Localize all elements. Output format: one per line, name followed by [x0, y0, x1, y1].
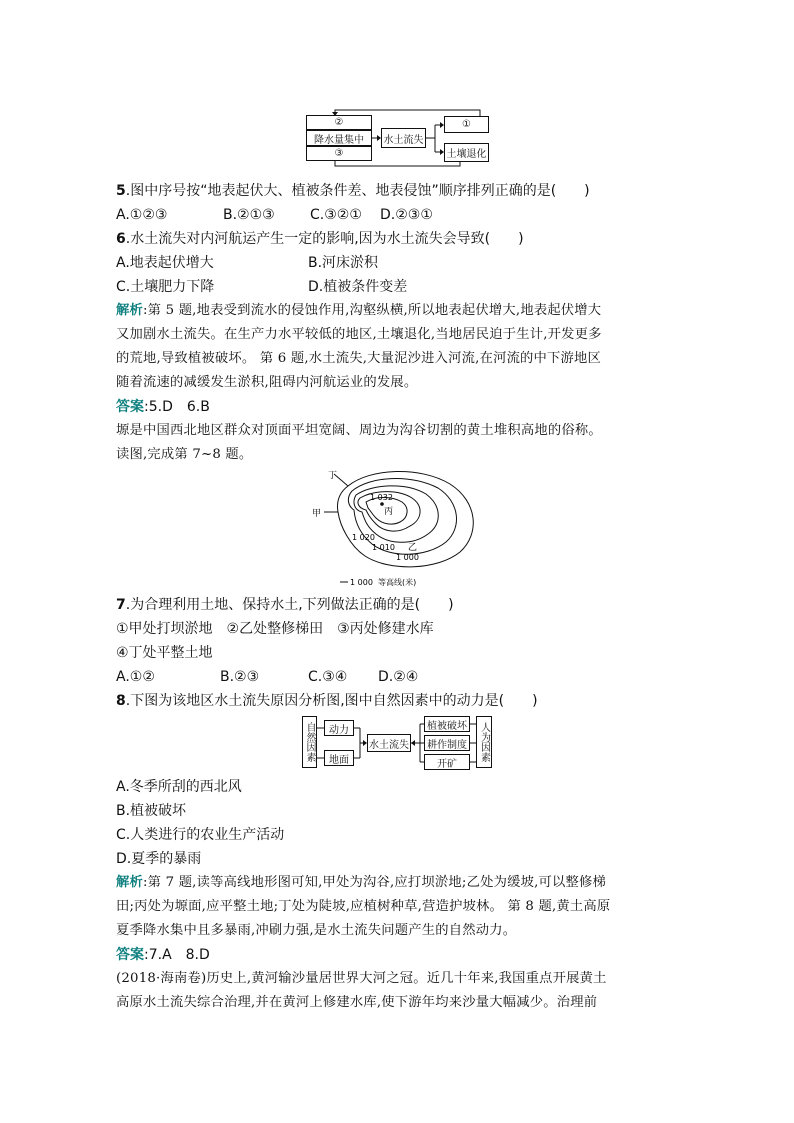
question-8-text: .下图为该地区水土流失原因分析图,图中自然因素中的动力是( ) [125, 693, 538, 709]
question-5-text: .图中序号按“地表起伏大、植被条件差、地表侵蚀”顺序排列正确的是( ) [125, 183, 590, 199]
q6-option-a[interactable]: A.地表起伏增大 [116, 255, 214, 271]
explanation-2-line-2: 田;丙处为塬面,应平整土地;丁处为陡坡,应植树种草,营造护坡林。 第 8 题,黄土高原 [116, 899, 611, 914]
soil-erosion-cycle-diagram [300, 108, 495, 168]
question-7-choices-2: ④丁处平整土地 [116, 645, 213, 661]
q5-option-d[interactable]: D.②③① [380, 207, 433, 223]
contour-map-svg [310, 464, 485, 592]
question-7-text: .为合理利用土地、保持水土,下列做法正确的是( ) [125, 597, 454, 613]
question-8 [116, 690, 538, 712]
q8-option-a[interactable]: A.冬季所刮的西北风 [116, 779, 242, 795]
q7-option-d[interactable]: D.②④ [378, 669, 419, 685]
diagram1-box-3: ③ [306, 146, 372, 161]
diagram1-box-2: ② [306, 115, 372, 130]
q6-option-c[interactable]: C.土壤肥力下降 [116, 279, 215, 295]
diagram2-human-factors: 人为因素 [476, 716, 492, 768]
map-label-bing: 丙 [384, 507, 394, 517]
question-6-options-row2 [116, 276, 407, 298]
answer-1 [116, 396, 210, 418]
explanation-1-text: :第 5 题,地表受到流水的侵蚀作用,沟壑纵横,所以地表起伏增大,地表起伏增大 [143, 303, 602, 318]
answer-2-label: 答案 [116, 947, 144, 963]
question-5-options [116, 204, 433, 226]
intro-line-2: 读图,完成第 7~8 题。 [116, 447, 253, 462]
map-elev-1032: 1 032 [370, 493, 393, 502]
diagram2-farming: 耕作制度 [424, 735, 470, 751]
explanation-2-line-3: 夏季降水集中且多暴雨,冲刷力强,是水土流失问题产生的自然动力。 [116, 923, 517, 938]
diagram1-box-center: 水土流失 [381, 128, 426, 148]
diagram2-vegetation: 植被破坏 [424, 716, 470, 732]
source-line-1: (2018·海南卷)历史上,黄河输沙量居世界大河之冠。近几十年来,我国重点开展黄土 [116, 971, 607, 986]
diagram2-mining: 开矿 [424, 754, 470, 770]
question-6-text: .水土流失对内河航运产生一定的影响,因为水土流失会导致( ) [125, 231, 524, 247]
q8-option-c[interactable]: C.人类进行的农业生产活动 [116, 827, 285, 843]
explanation-1-line-2: 又加剧水土流失。在生产力水平较低的地区,土壤退化,当地居民迫于生计,开发更多 [116, 327, 602, 342]
explanation-1-line-1 [116, 300, 601, 322]
map-elev-1010: 1 010 [372, 543, 395, 552]
map-elev-1020: 1 020 [352, 533, 375, 542]
answer-2-text: :7.A 8.D [144, 947, 210, 963]
explanation-1-line-4: 随着流速的减缓发生淤积,阻碍内河航运业的发展。 [116, 375, 418, 390]
question-5 [116, 180, 590, 202]
q8-option-b[interactable]: B.植被破坏 [116, 803, 187, 819]
diagram2-power: 动力 [324, 720, 354, 736]
map-legend-value: 1 000 [350, 578, 373, 587]
map-legend-text: 等高线(米) [378, 578, 417, 587]
diagram2-center: 水土流失 [367, 734, 411, 752]
explanation-2-text: :第 7 题,读等高线地形图可知,甲处为沟谷,应打坝淤地;乙处为缓坡,可以整修梯 [143, 875, 606, 890]
question-7-number: 7 [116, 597, 126, 613]
q7-option-c[interactable]: C.③④ [308, 669, 348, 685]
intro-line-1: 塬是中国西北地区群众对顶面平坦宽阔、周边为沟谷切割的黄土堆积高地的俗称。 [116, 423, 602, 438]
diagram1-box-1: ① [444, 116, 489, 133]
map-label-yi: 乙 [408, 543, 418, 553]
question-8-number: 8 [116, 693, 126, 709]
source-line-2: 高原水土流失综合治理,并在黄河上修建水库,使下游年均来沙量大幅减少。治理前 [116, 995, 598, 1010]
question-5-number: 5 [116, 183, 126, 199]
q5-option-c[interactable]: C.③②① [310, 207, 362, 223]
question-7-choices-1: ①甲处打坝淤地 ②乙处整修梯田 ③丙处修建水库 [116, 621, 434, 637]
q5-option-a[interactable]: A.①②③ [116, 207, 168, 223]
answer-1-label: 答案 [116, 399, 144, 415]
answer-1-text: :5.D 6.B [144, 399, 210, 415]
erosion-cause-diagram [300, 714, 495, 770]
map-label-ding: 丁 [328, 471, 338, 481]
answer-2 [116, 944, 210, 966]
map-elev-1000: 1 000 [396, 553, 419, 562]
map-label-jia: 甲 [312, 509, 322, 519]
question-6-number: 6 [116, 231, 126, 247]
contour-map [310, 464, 485, 592]
question-7 [116, 594, 454, 616]
q5-option-b[interactable]: B.②①③ [223, 207, 275, 223]
q7-option-b[interactable]: B.②③ [220, 669, 260, 685]
question-6 [116, 228, 524, 250]
q8-option-d[interactable]: D.夏季的暴雨 [116, 851, 202, 867]
explanation-2-label: 解析 [116, 875, 143, 890]
diagram1-box-soil: 土壤退化 [444, 143, 489, 162]
q7-option-a[interactable]: A.①② [116, 669, 155, 685]
explanation-1-label: 解析 [116, 303, 143, 318]
q6-option-b[interactable]: B.河床淤积 [308, 255, 379, 271]
explanation-2-line-1 [116, 872, 606, 894]
diagram2-natural-factors: 自然因素 [302, 716, 317, 768]
diagram1-box-rain: 降水量集中 [306, 130, 372, 146]
question-6-options-row1 [116, 252, 378, 274]
question-7-options [116, 666, 418, 688]
diagram2-ground: 地面 [324, 750, 354, 766]
q6-option-d[interactable]: D.植被条件变差 [308, 279, 408, 295]
explanation-1-line-3: 的荒地,导致植被破坏。 第 6 题,水土流失,大量泥沙进入河流,在河流的中下游地区 [116, 351, 602, 366]
